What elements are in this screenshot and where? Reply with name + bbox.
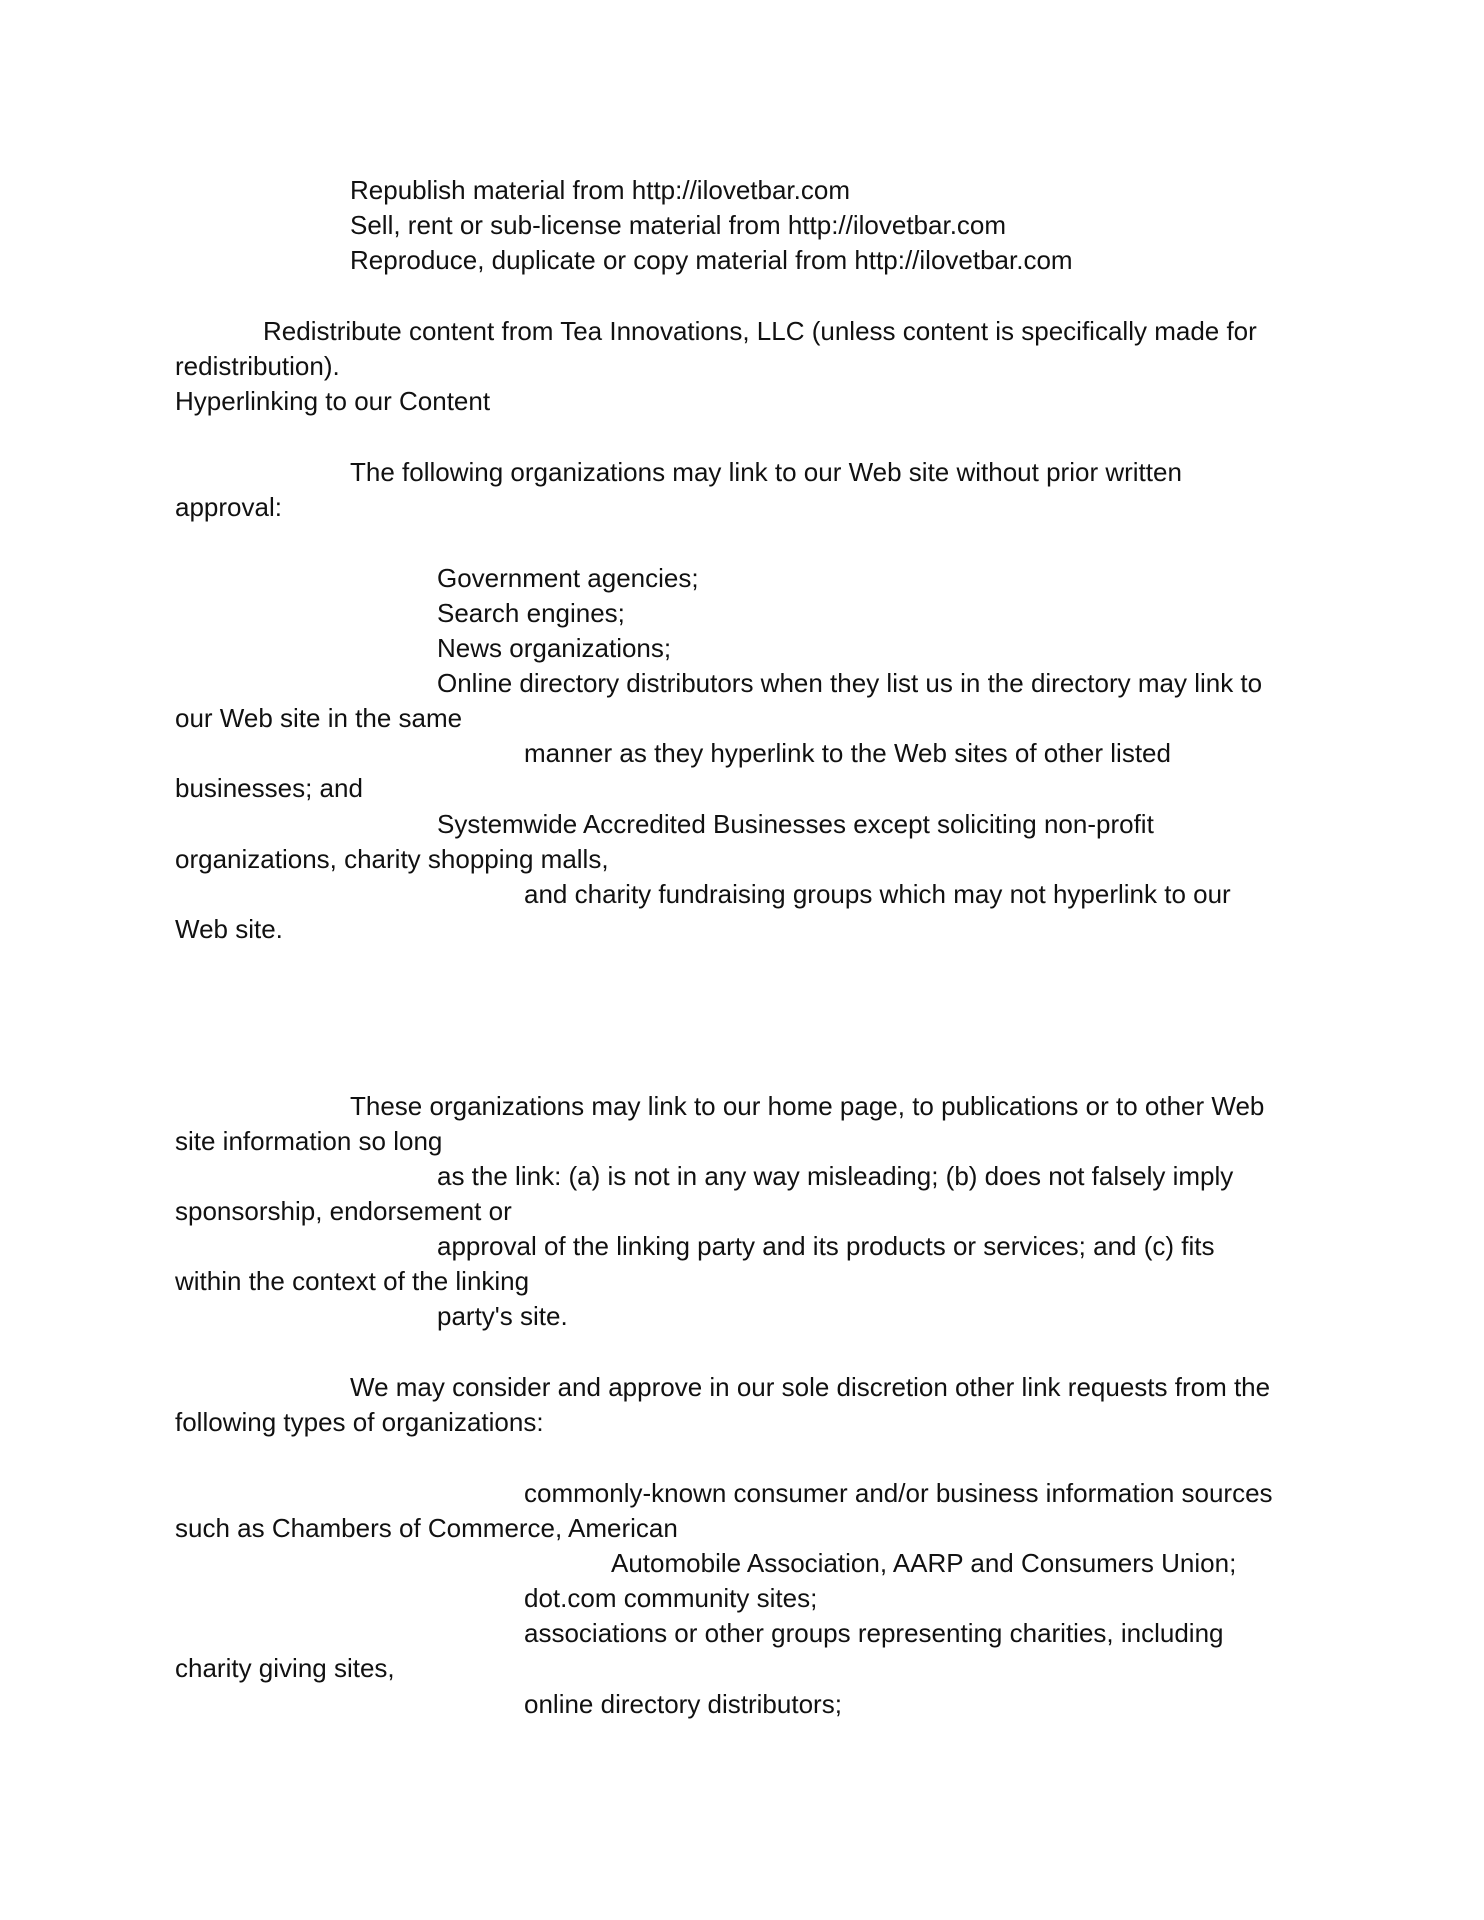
text-line: Web site. [175,914,283,944]
text-line: approval of the linking party and its products or services; and (c) fits [437,1231,1215,1261]
text-line: approval: [175,492,282,522]
text-line: businesses; and [175,773,363,803]
text-line: following types of organizations: [175,1407,544,1437]
text-line: manner as they hyperlink to the Web sites of other listed [524,738,1171,768]
text-line: our Web site in the same [175,703,463,733]
list-item: online directory distributors; [524,1689,842,1719]
text-line: such as Chambers of Commerce, American [175,1513,678,1543]
section-heading: Hyperlinking to our Content [175,386,491,416]
text-line: redistribution). [175,351,340,381]
text-line: charity giving sites, [175,1653,395,1683]
text-line: sponsorship, endorsement or [175,1196,512,1226]
list-item: News organizations; [437,633,672,663]
text-line: and charity fundraising groups which may not hyperlink to our [524,879,1231,909]
list-item: associations or other groups representing charities, including [524,1618,1224,1648]
text-line: Redistribute content from Tea Innovations, LLC (unless content is specifically made for [263,316,1257,346]
text-line: These organizations may link to our home page, to publications or to other Web [350,1091,1265,1121]
text-line: We may consider and approve in our sole discretion other link requests from the [350,1372,1271,1402]
list-item: Online directory distributors when they list us in the directory may link to [437,668,1263,698]
text-line: Sell, rent or sub-license material from http://ilovetbar.com [350,210,1007,240]
text-line: as the link: (a) is not in any way misleading; (b) does not falsely imply [437,1161,1234,1191]
list-item: Government agencies; [437,563,699,593]
text-line: Automobile Association, AARP and Consumers Union; [611,1548,1237,1578]
text-line: site information so long [175,1126,443,1156]
text-line: The following organizations may link to our Web site without prior written [350,457,1182,487]
list-item: Systemwide Accredited Businesses except soliciting non-profit [437,809,1154,839]
text-line: party's site. [437,1301,568,1331]
list-item: dot.com community sites; [524,1583,818,1613]
list-item: Search engines; [437,598,625,628]
text-line: within the context of the linking [175,1266,530,1296]
text-line: Reproduce, duplicate or copy material from http://ilovetbar.com [350,245,1073,275]
text-line: Republish material from http://ilovetbar.com [350,175,850,205]
text-line: organizations, charity shopping malls, [175,844,609,874]
list-item: commonly-known consumer and/or business information sources [524,1478,1273,1508]
